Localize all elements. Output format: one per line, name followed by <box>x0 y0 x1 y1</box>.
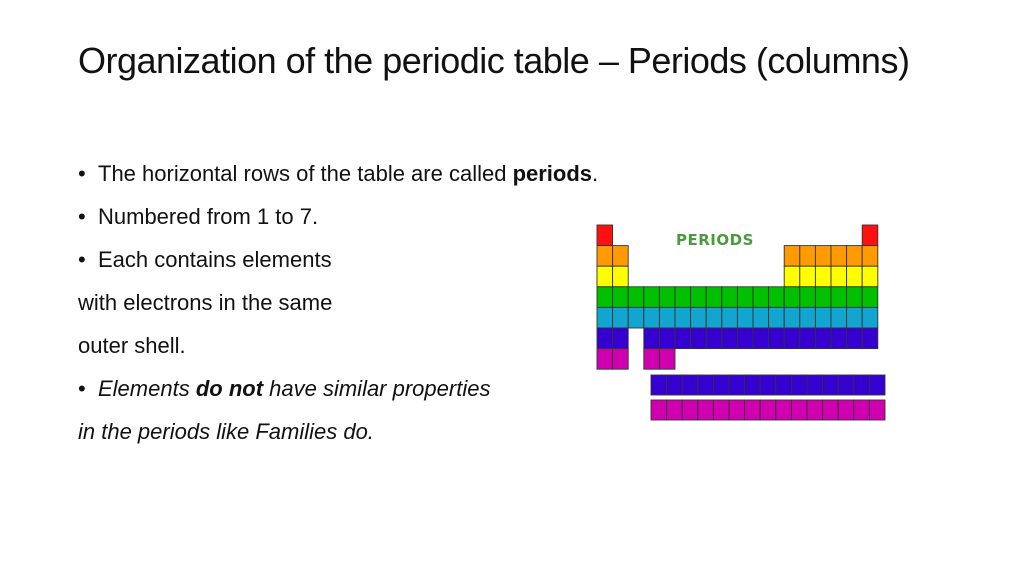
element-cell-period-6 <box>722 328 738 349</box>
f-block-cell-period-7 <box>776 400 792 420</box>
bullet-item-numbered <box>78 195 638 238</box>
element-cell-period-4 <box>831 287 847 308</box>
element-cell-period-5 <box>862 307 878 328</box>
element-cell-period-6 <box>613 328 629 349</box>
bullet-item-outer-shell <box>78 238 638 281</box>
element-cell-period-4 <box>691 287 707 308</box>
f-block-cell-period-7 <box>729 400 745 420</box>
f-block-cell-period-7 <box>713 400 729 420</box>
element-cell-period-5 <box>769 307 785 328</box>
element-cell-period-6 <box>675 328 691 349</box>
element-cell-period-6 <box>831 328 847 349</box>
element-cell-period-4 <box>722 287 738 308</box>
periodic-table-diagram <box>594 222 894 426</box>
bullet-icon: • <box>78 247 86 272</box>
bullet-item-properties <box>78 367 638 410</box>
element-cell-period-3 <box>831 266 847 287</box>
f-block-cell-period-6 <box>667 375 683 395</box>
element-cell-period-7 <box>644 349 660 370</box>
bullet-list <box>78 152 638 453</box>
periods-label: PERIODS <box>676 231 754 249</box>
element-cell-period-2 <box>784 246 800 267</box>
element-cell-period-3 <box>784 266 800 287</box>
f-block-cell-period-7 <box>698 400 714 420</box>
element-cell-period-2 <box>800 246 816 267</box>
element-cell-period-4 <box>737 287 753 308</box>
element-cell-period-4 <box>644 287 660 308</box>
element-cell-period-4 <box>800 287 816 308</box>
bullet-text: Elements <box>98 376 196 401</box>
element-cell-period-2 <box>613 246 629 267</box>
element-cell-period-6 <box>815 328 831 349</box>
element-cell-period-2 <box>831 246 847 267</box>
element-cell-period-4 <box>613 287 629 308</box>
element-cell-period-4 <box>753 287 769 308</box>
element-cell-period-6 <box>862 328 878 349</box>
f-block-cell-period-6 <box>760 375 776 395</box>
f-block-cell-period-7 <box>745 400 761 420</box>
element-cell-period-6 <box>706 328 722 349</box>
element-cell-period-3 <box>613 266 629 287</box>
f-block-cell-period-6 <box>745 375 761 395</box>
element-cell-period-5 <box>737 307 753 328</box>
element-cell-period-5 <box>706 307 722 328</box>
element-cell-period-6 <box>769 328 785 349</box>
element-cell-period-4 <box>597 287 613 308</box>
element-cell-period-7 <box>613 349 629 370</box>
element-cell-period-2 <box>597 246 613 267</box>
element-cell-period-4 <box>675 287 691 308</box>
f-block-cell-period-7 <box>823 400 839 420</box>
f-block-cell-period-7 <box>651 400 667 420</box>
bullet-icon: • <box>78 376 86 401</box>
element-cell-period-5 <box>831 307 847 328</box>
element-cell-period-5 <box>691 307 707 328</box>
element-cell-period-5 <box>628 307 644 328</box>
f-block-cell-period-6 <box>682 375 698 395</box>
element-cell-period-4 <box>628 287 644 308</box>
element-cell-period-6 <box>753 328 769 349</box>
f-block-cell-period-7 <box>791 400 807 420</box>
f-block-cell-period-6 <box>713 375 729 395</box>
bullet-icon: • <box>78 204 86 229</box>
element-cell-period-3 <box>597 266 613 287</box>
f-block-cell-period-7 <box>869 400 885 420</box>
bullet-bold-emphasis: do not <box>195 376 264 401</box>
element-cell-period-6 <box>800 328 816 349</box>
f-block-cell-period-6 <box>807 375 823 395</box>
bullet-continuation: in the periods like Families do. <box>78 419 374 444</box>
f-block-cell-period-6 <box>869 375 885 395</box>
bullet-text: Each contains elements <box>98 247 332 272</box>
bullet-continuation: with electrons in the same <box>78 290 333 315</box>
element-cell-period-6 <box>847 328 863 349</box>
bullet-text: The horizontal rows of the table are called <box>98 161 513 186</box>
element-cell-period-5 <box>659 307 675 328</box>
f-block-cell-period-6 <box>854 375 870 395</box>
element-cell-period-4 <box>659 287 675 308</box>
element-cell-period-3 <box>847 266 863 287</box>
f-block-cell-period-7 <box>682 400 698 420</box>
periodic-table-figure <box>594 222 894 426</box>
element-cell-period-3 <box>815 266 831 287</box>
f-block-cell-period-7 <box>854 400 870 420</box>
element-cell-period-6 <box>737 328 753 349</box>
element-cell-period-1 <box>862 225 878 246</box>
bullet-text: Numbered from 1 to 7. <box>98 204 319 229</box>
element-cell-period-5 <box>675 307 691 328</box>
element-cell-period-5 <box>644 307 660 328</box>
element-cell-period-6 <box>644 328 660 349</box>
element-cell-period-5 <box>722 307 738 328</box>
element-cell-period-4 <box>847 287 863 308</box>
bullet-item-periods-definition <box>78 152 638 195</box>
element-cell-period-1 <box>597 225 613 246</box>
element-cell-period-6 <box>784 328 800 349</box>
f-block-cell-period-6 <box>838 375 854 395</box>
f-block-cell-period-7 <box>838 400 854 420</box>
element-cell-period-3 <box>862 266 878 287</box>
f-block-cell-period-6 <box>651 375 667 395</box>
f-block-cell-period-6 <box>698 375 714 395</box>
element-cell-period-6 <box>659 328 675 349</box>
f-block-cell-period-6 <box>791 375 807 395</box>
element-cell-period-7 <box>659 349 675 370</box>
element-cell-period-4 <box>815 287 831 308</box>
bullet-icon: • <box>78 161 86 186</box>
element-cell-period-2 <box>815 246 831 267</box>
element-cell-period-3 <box>800 266 816 287</box>
slide-title: Organization of the periodic table – Periods (columns) <box>78 40 910 81</box>
f-block-cell-period-6 <box>729 375 745 395</box>
element-cell-period-4 <box>784 287 800 308</box>
f-block-cell-period-6 <box>823 375 839 395</box>
element-cell-period-5 <box>613 307 629 328</box>
element-cell-period-4 <box>706 287 722 308</box>
f-block-cell-period-7 <box>807 400 823 420</box>
element-cell-period-5 <box>847 307 863 328</box>
element-cell-period-5 <box>815 307 831 328</box>
f-block-cell-period-7 <box>667 400 683 420</box>
element-cell-period-6 <box>597 328 613 349</box>
bullet-text: have similar properties <box>263 376 491 401</box>
bullet-text-end: . <box>592 161 599 186</box>
f-block-cell-period-7 <box>760 400 776 420</box>
bullet-bold-term: periods <box>512 161 593 186</box>
element-cell-period-5 <box>784 307 800 328</box>
element-cell-period-5 <box>597 307 613 328</box>
element-cell-period-5 <box>800 307 816 328</box>
element-cell-period-2 <box>862 246 878 267</box>
element-cell-period-2 <box>847 246 863 267</box>
element-cell-period-5 <box>753 307 769 328</box>
element-cell-period-6 <box>691 328 707 349</box>
element-cell-period-7 <box>597 349 613 370</box>
bullet-continuation: outer shell. <box>78 333 186 358</box>
f-block-cell-period-6 <box>776 375 792 395</box>
element-cell-period-4 <box>862 287 878 308</box>
element-cell-period-4 <box>769 287 785 308</box>
